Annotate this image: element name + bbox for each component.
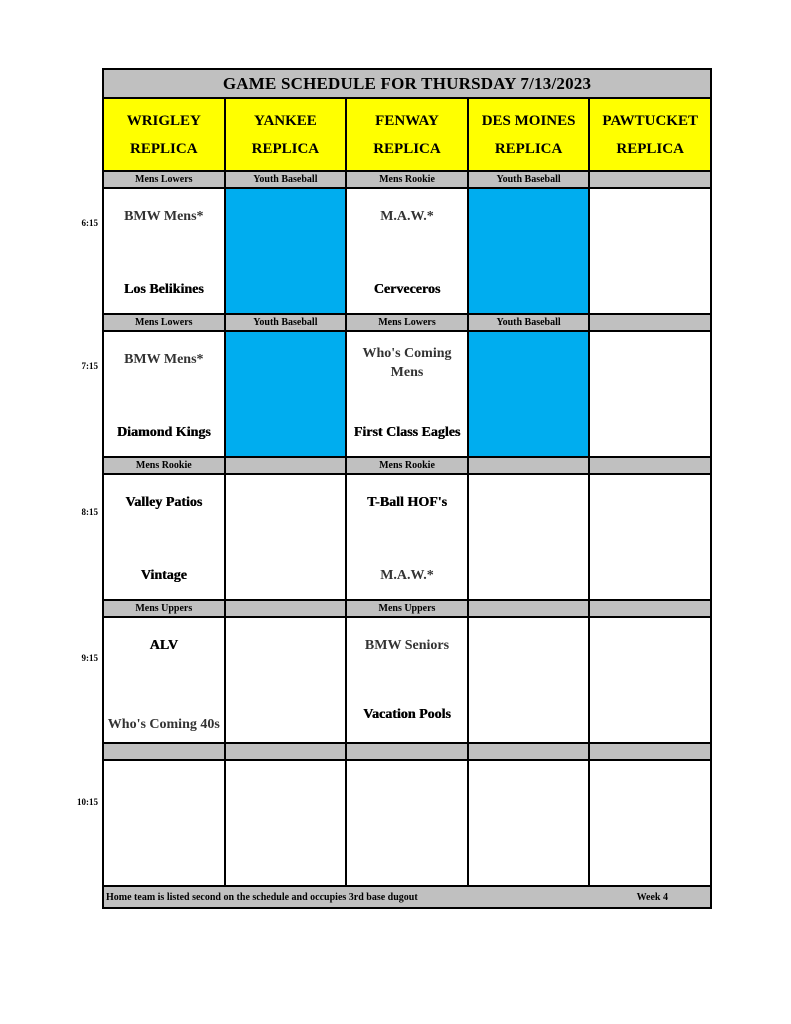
- league-label: [468, 457, 590, 474]
- league-label: [589, 743, 711, 760]
- empty-cell: [589, 617, 711, 743]
- empty-cell: [468, 474, 590, 600]
- empty-cell: [589, 331, 711, 457]
- league-label: [225, 743, 347, 760]
- empty-cell: [589, 474, 711, 600]
- away-team: T-Ball HOF's: [366, 495, 447, 510]
- game-cell: [346, 617, 468, 743]
- league-row: [103, 171, 711, 188]
- empty-cell: [589, 188, 711, 314]
- empty-cell: [225, 474, 347, 600]
- empty-cell: [225, 617, 347, 743]
- league-label: Youth Baseball: [468, 171, 590, 188]
- league-label: Mens Lowers: [103, 171, 225, 188]
- away-team: BMW Mens*: [124, 209, 204, 224]
- empty-cell: [346, 760, 468, 886]
- league-label: [589, 457, 711, 474]
- empty-cell: [468, 760, 590, 886]
- field-header-row: [103, 98, 711, 171]
- away-team: ALV: [149, 638, 178, 653]
- league-label: Mens Lowers: [103, 314, 225, 331]
- field-header-fenway: FENWAY REPLICA: [346, 98, 468, 171]
- schedule-sheet: [102, 68, 712, 909]
- schedule-footer: [103, 886, 711, 908]
- reserved-cell: [468, 331, 590, 457]
- away-team: BMW Mens*: [124, 352, 204, 367]
- home-team: M.A.W.*: [380, 568, 434, 583]
- league-label: [468, 600, 590, 617]
- field-header-pawtucket: PAWTUCKET REPLICA: [589, 98, 711, 171]
- home-team: First Class Eagles: [353, 425, 461, 440]
- home-team: Vacation Pools: [363, 707, 451, 722]
- field-header-yankee: YANKEE REPLICA: [225, 98, 347, 171]
- league-label: [589, 171, 711, 188]
- away-team: M.A.W.*: [380, 209, 434, 224]
- league-label: [346, 743, 468, 760]
- league-label: Youth Baseball: [225, 314, 347, 331]
- game-cell: [346, 188, 468, 314]
- time-label-1015: 10:15: [77, 797, 98, 807]
- schedule-table: [102, 68, 712, 909]
- away-team: Who's Coming Mens: [362, 346, 452, 380]
- time-label-815: 8:15: [81, 507, 98, 517]
- league-label: Mens Uppers: [346, 600, 468, 617]
- game-cell: [103, 331, 225, 457]
- game-cell: [103, 617, 225, 743]
- home-team: Cerveceros: [373, 282, 441, 297]
- game-row: [103, 474, 711, 600]
- league-row: [103, 314, 711, 331]
- league-row: [103, 743, 711, 760]
- league-label: [103, 743, 225, 760]
- league-label: [225, 600, 347, 617]
- empty-cell: [468, 617, 590, 743]
- league-label: [468, 743, 590, 760]
- empty-cell: [589, 760, 711, 886]
- league-label: Youth Baseball: [225, 171, 347, 188]
- home-team-note: Home team is listed second on the schedule and occupies 3rd base dugout: [106, 891, 418, 903]
- home-team: Diamond Kings: [116, 425, 211, 440]
- league-label: [589, 314, 711, 331]
- league-label: [589, 600, 711, 617]
- league-label: Mens Rookie: [346, 171, 468, 188]
- empty-cell: [103, 760, 225, 886]
- reserved-cell: [468, 188, 590, 314]
- home-team: Who's Coming 40s: [107, 717, 220, 732]
- week-label: Week 4: [636, 891, 668, 903]
- game-row: [103, 760, 711, 886]
- league-label: Mens Uppers: [103, 600, 225, 617]
- time-label-715: 7:15: [81, 361, 98, 371]
- league-label: Mens Rookie: [346, 457, 468, 474]
- league-row: [103, 457, 711, 474]
- reserved-cell: [225, 188, 347, 314]
- league-label: Mens Lowers: [346, 314, 468, 331]
- field-header-des-moines: DES MOINES REPLICA: [468, 98, 590, 171]
- league-label: [225, 457, 347, 474]
- game-row: [103, 188, 711, 314]
- time-label-615: 6:15: [81, 218, 98, 228]
- game-cell: [103, 188, 225, 314]
- empty-cell: [225, 760, 347, 886]
- home-team: Vintage: [140, 568, 187, 583]
- league-row: [103, 600, 711, 617]
- home-team: Los Belikines: [123, 282, 204, 297]
- away-team: Valley Patios: [125, 495, 203, 510]
- game-cell: [346, 331, 468, 457]
- away-team: BMW Seniors: [364, 638, 450, 653]
- game-cell: [103, 474, 225, 600]
- time-label-915: 9:15: [81, 653, 98, 663]
- reserved-cell: [225, 331, 347, 457]
- game-row: [103, 617, 711, 743]
- field-header-wrigley: WRIGLEY REPLICA: [103, 98, 225, 171]
- game-cell: [346, 474, 468, 600]
- league-label: Mens Rookie: [103, 457, 225, 474]
- league-label: Youth Baseball: [468, 314, 590, 331]
- game-row: [103, 331, 711, 457]
- schedule-title: GAME SCHEDULE FOR THURSDAY 7/13/2023: [103, 69, 711, 98]
